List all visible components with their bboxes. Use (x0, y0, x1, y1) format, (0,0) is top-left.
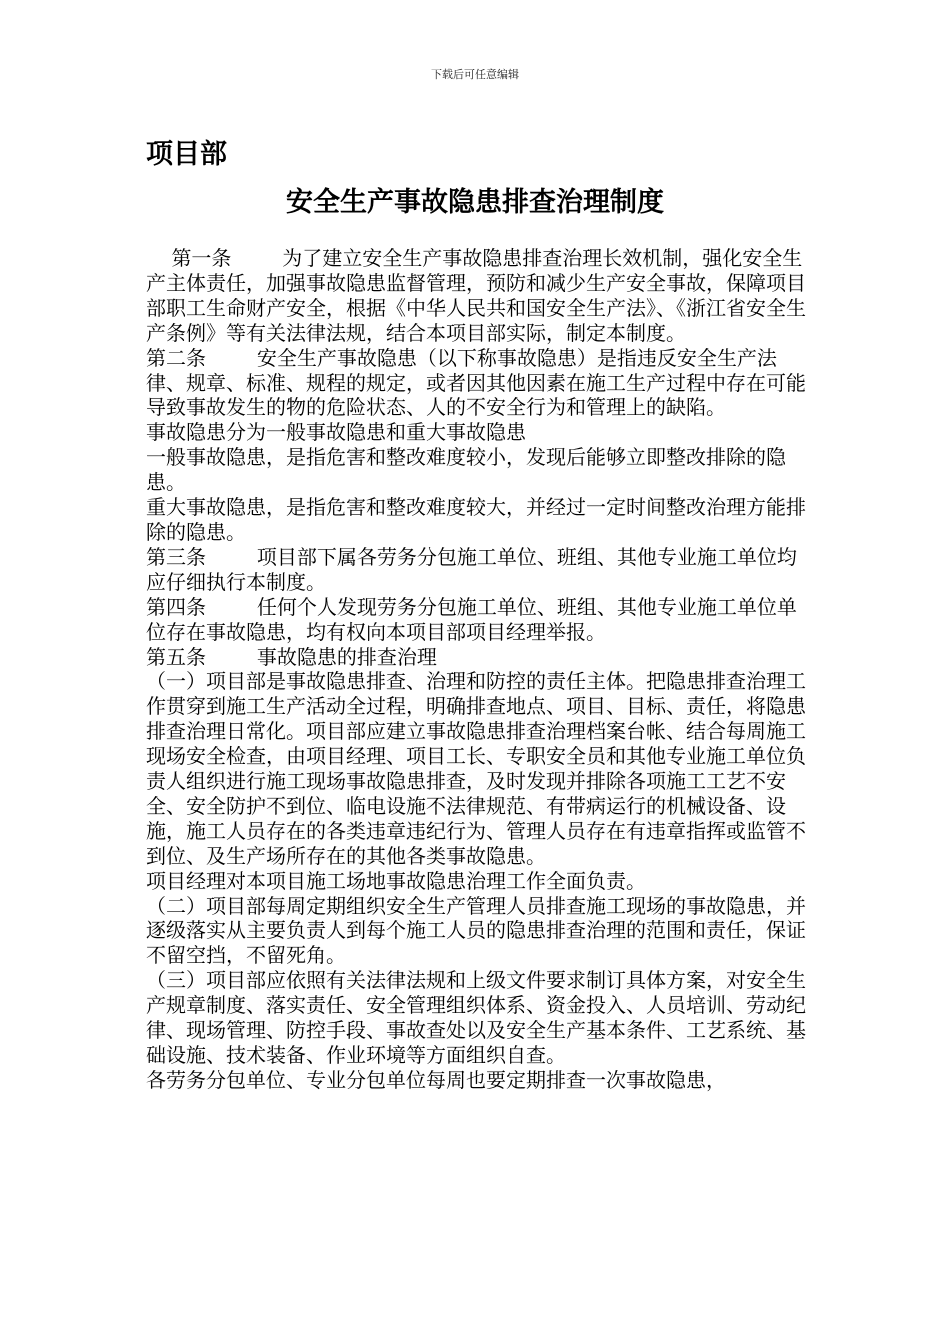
paragraph-item-1: （一）项目部是事故隐患排查、治理和防控的责任主体。把隐患排查治理工作贯穿到施工生产活动全过程，明确排查地点、项目、目标、责任，将隐患排查治理日常化。项目部应建立事故隐患排查治理档案台帐、结合每周施工现场安全检查，由项目经理、项目工长、专职安全员和其他专业施工单位负责人组织进行施工现场事故隐患排查，及时发现并排除各项施工工艺不安全、安全防护不到位、临电设施不法律规范、有带病运行的机械设备、设施，施工人员存在的各类违章违纪行为、管理人员存在有违章指挥或监管不到位、及生产场所存在的其他各类事故隐患。 (146, 669, 806, 868)
paragraph-article-5: 第五条 事故隐患的排查治理 (146, 644, 437, 669)
paragraph-general-hazard: 一般事故隐患，是指危害和整改难度较小，发现后能够立即整改排除的隐患。 (146, 445, 786, 495)
paragraph-article-2: 第二条 安全生产事故隐患（以下称事故隐患）是指违反安全生产法律、规章、标准、规程的规定，或者因其他因素在施工生产过程中存在可能导致事故发生的物的危险状态、人的不安全行为和管理上的缺陷。 (146, 345, 806, 420)
paragraph-article-1-intro: 第一条 为了建立安全生产事故隐患排查治理长效机制，强化安全生 (146, 246, 803, 270)
paragraph-article-1-body: 产主体责任，加强事故隐患监督管理，预防和减少生产安全事故，保障项目部职工生命财产安全，根据《中华人民共和国安全生产法》、《浙江省安全生产条例》等有关法律法规，结合本项目部实际，制定本制度。 (146, 270, 806, 345)
paragraph-article-3: 第三条 项目部下属各劳务分包施工单位、班组、其他专业施工单位均应仔细执行本制度。 (146, 544, 797, 594)
paragraph-item-2: （二）项目部每周定期组织安全生产管理人员排查施工现场的事故隐患，并逐级落实从主要负责人到每个施工人员的隐患排查治理的范围和责任，保证不留空挡，不留死角。 (146, 893, 806, 968)
paragraph-item-3: （三）项目部应依照有关法律法规和上级文件要求制订具体方案，对安全生产规章制度、落实责任、安全管理组织体系、资金投入、人员培训、劳动纪律、现场管理、防控手段、事故查处以及安全生产基本条件、工艺系统、基础设施、技术装备、作业环境等方面组织自查。 (146, 968, 806, 1067)
page-header-note: 下载后可任意编辑 (431, 68, 519, 81)
document-body (146, 246, 816, 1093)
paragraph-major-hazard: 重大事故隐患，是指危害和整改难度较大，并经过一定时间整改治理方能排除的隐患。 (146, 495, 806, 544)
paragraph-article-4: 第四条 任何个人发现劳务分包施工单位、班组、其他专业施工单位单位存在事故隐患，均有权向本项目部项目经理举报。 (146, 594, 797, 644)
paragraph-manager-responsibility: 项目经理对本项目施工场地事故隐患治理工作全面负责。 (146, 868, 646, 893)
department-heading: 项目部 (146, 139, 227, 170)
paragraph-hazard-types: 事故隐患分为一般事故隐患和重大事故隐患 (146, 420, 526, 445)
paragraph-subcontractors: 各劳务分包单位、专业分包单位每周也要定期排查一次事故隐患， (146, 1067, 726, 1092)
document-title: 安全生产事故隐患排查治理制度 (286, 187, 664, 218)
